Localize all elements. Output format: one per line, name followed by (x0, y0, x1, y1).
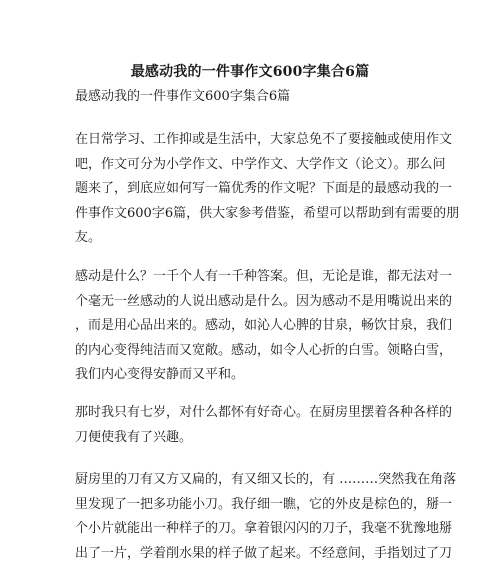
text-line: 刀便使我有了兴趣。 (75, 429, 193, 445)
document-title: 最感动我的一件事作文600字集合6篇 (130, 64, 370, 80)
text-line: 题来了，到底应如何写一篇优秀的作文呢？下面是的最感动我的一 (75, 181, 453, 196)
text-line: 友。 (75, 230, 102, 245)
text-line: 出了一片，学着削水果的样子做了起来。不经意间，手指划过了刀 (75, 545, 453, 561)
text-line: 个毫无一丝感动的人说出感动是什么。因为感动不是用嘴说出来的 (75, 293, 453, 309)
text-line: 里发现了一把多功能小刀。我仔细一瞧，它的外皮是棕色的，掰一 (75, 496, 453, 512)
paragraph-seven-years-old (75, 401, 453, 450)
text-line: 件事作文600字6篇，供大家参考借鉴，希望可以帮助到有需要的朋 (75, 205, 460, 221)
text-line: 吧，作文可分为小学作文、中学作文、大学作文（论文）。那么问 (75, 156, 446, 172)
text-line: 厨房里的刀有又方又扁的，有又细又长的，有 ………突然我在角落 (75, 472, 457, 487)
text-line: 我们内心变得安静而又平和。 (75, 367, 245, 382)
text-line: ，而是用心品出来的。感动，如沁人心脾的甘泉，畅饮甘泉，我们 (75, 318, 453, 333)
paragraph-kitchen-knives (75, 468, 457, 565)
text-line: 感动是什么？一千个人有一千种答案。但，无论是谁，都无法对一 (75, 269, 453, 284)
text-line: 的内心变得纯洁而又宽敞。感动，如令人心折的白雪。领略白雪， (75, 342, 453, 358)
paragraph-intro (75, 128, 460, 251)
text-line: 在日常学习、工作抑或是生活中，大家总免不了要接触或使用作文 (75, 132, 453, 147)
document-subtitle: 最感动我的一件事作文600字集合6篇 (75, 89, 291, 104)
text-line: 个小片就能出一种样子的刀。拿着银闪闪的刀子，我毫不犹豫地掰 (75, 521, 453, 536)
text-line: 那时我只有七岁，对什么都怀有好奇心。在厨房里摆着各种各样的 (75, 405, 453, 420)
paragraph-what-is-touching (75, 265, 453, 388)
